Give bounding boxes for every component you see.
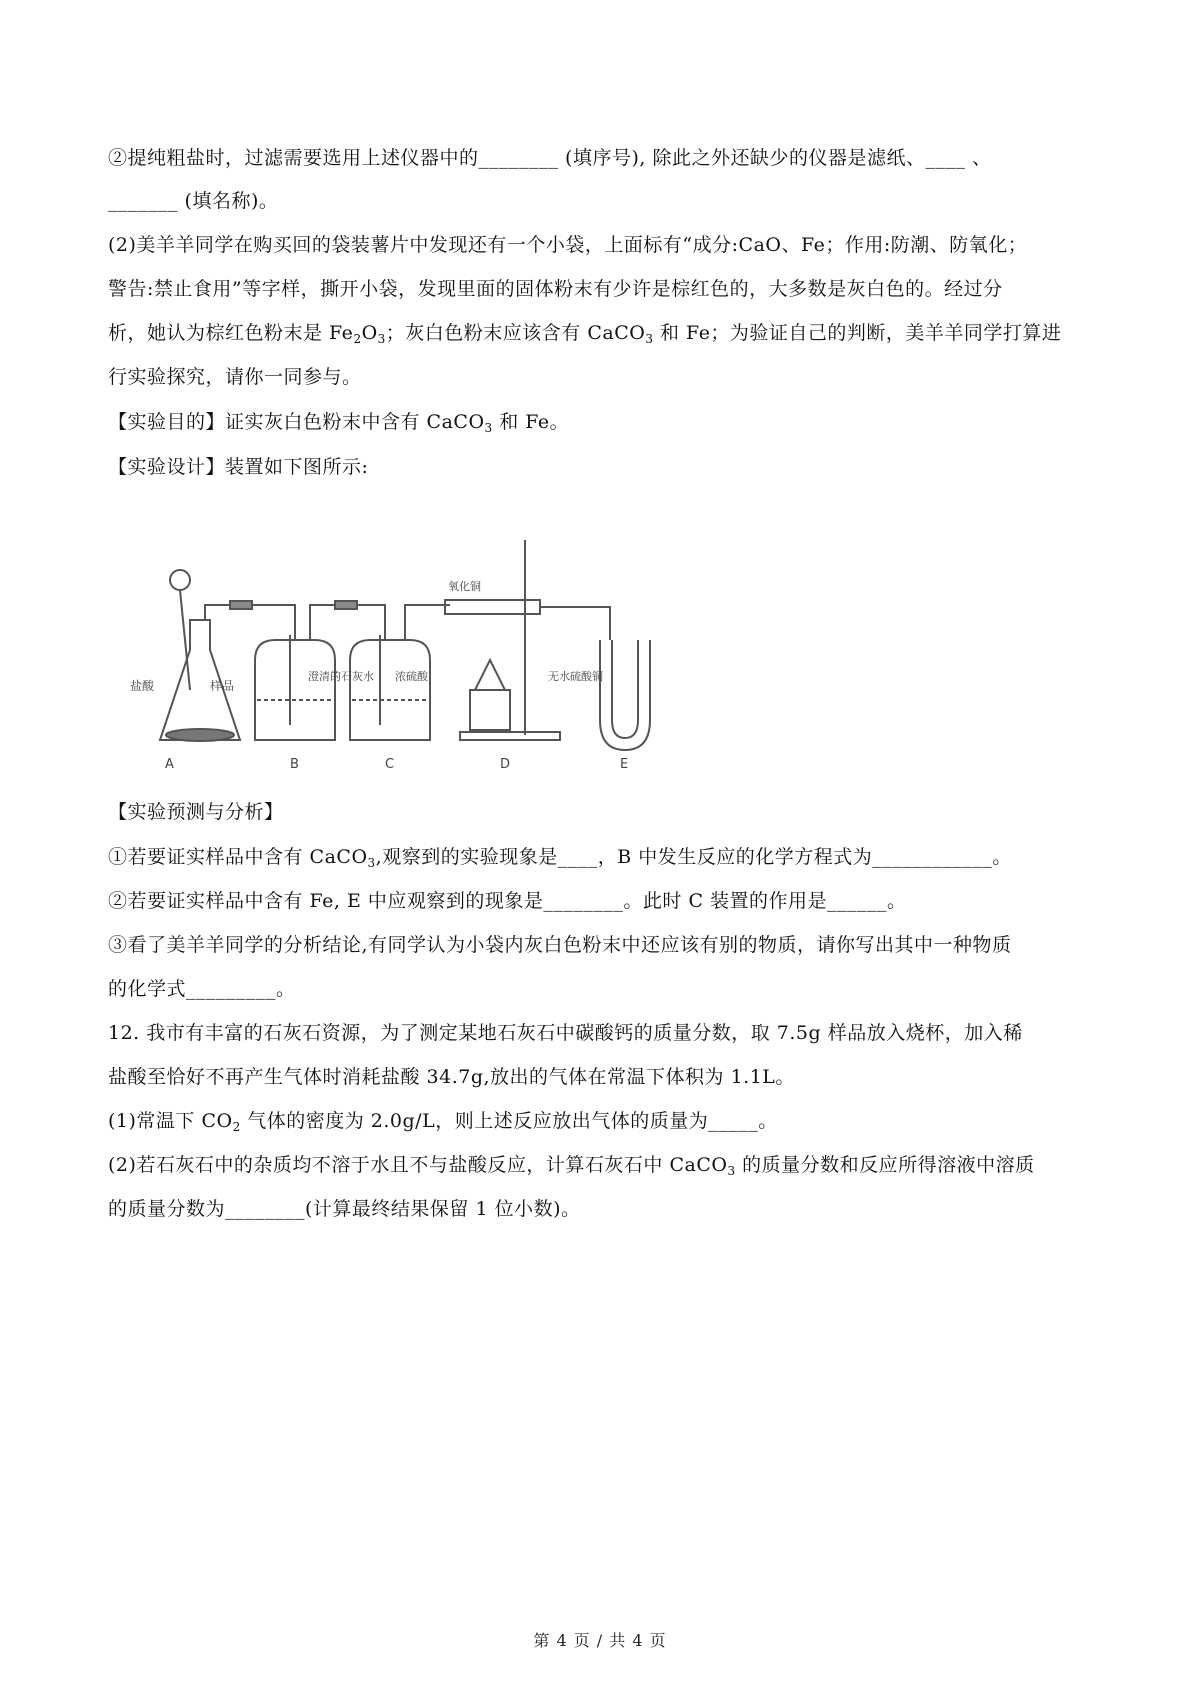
text-segment: O xyxy=(361,322,378,344)
question-12: 12. 我市有丰富的石灰石资源，为了测定某地石灰石中碳酸钙的质量分数，取 7.5g 样品放入烧杯，加入稀 xyxy=(108,1022,1023,1044)
bottle-c xyxy=(350,640,430,740)
tube-ab xyxy=(205,605,295,640)
tube-joint xyxy=(335,601,357,609)
subscript: 3 xyxy=(377,332,386,346)
text-segment: ,观察到的实验现象是____，B 中发生反应的化学方程式为____________。 xyxy=(375,846,1012,868)
bottle-b xyxy=(255,640,335,740)
text-line: ②提纯粗盐时，过滤需要选用上述仪器中的________ (填序号), 除此之外还缺少的仪器是滤纸、____ 、 xyxy=(108,147,992,169)
page-footer: 第 4 页 / 共 4 页 xyxy=(533,1631,667,1650)
text-line: 的质量分数为________(计算最终结果保留 1 位小数)。 xyxy=(108,1198,581,1220)
text-segment: ①若要证实样品中含有 CaCO xyxy=(108,846,368,868)
u-tube-inner xyxy=(612,640,638,738)
text-line xyxy=(108,1107,778,1141)
label-apparatus-c: C xyxy=(385,757,395,772)
section-heading: 【实验预测与分析】 xyxy=(108,801,284,823)
text-segment: 析，她认为棕红色粉末是 Fe xyxy=(108,322,354,344)
text-segment: 和 Fe。 xyxy=(492,411,570,433)
label-apparatus-a: A xyxy=(165,757,174,772)
text-line: 的化学式_________。 xyxy=(108,978,296,1000)
sample-in-flask xyxy=(166,729,234,741)
label-apparatus-e: E xyxy=(620,757,629,772)
lamp-flame xyxy=(475,660,505,690)
subscript: 3 xyxy=(484,421,493,435)
text-line: 行实验探究，请你一同参与。 xyxy=(108,366,362,388)
label-conc-sulfuric: 浓硫酸 xyxy=(395,670,428,683)
text-segment: 的质量分数和反应所得溶液中溶质 xyxy=(735,1154,1035,1176)
funnel-bulb xyxy=(170,570,190,590)
apparatus-svg xyxy=(130,540,730,780)
apparatus-diagram xyxy=(130,540,730,780)
text-segment: 【实验目的】证实灰白色粉末中含有 CaCO xyxy=(108,411,485,433)
text-segment: (2)若石灰石中的杂质均不溶于水且不与盐酸反应，计算石灰石中 CaCO xyxy=(108,1154,728,1176)
text-line xyxy=(108,843,1012,877)
text-line: 警告:禁止食用”等字样，撕开小袋，发现里面的固体粉末有少许是棕红色的，大多数是灰白色的。经过分 xyxy=(108,278,1003,300)
lamp-base xyxy=(470,690,510,730)
label-limewater: 澄清的石灰水 xyxy=(308,670,374,683)
label-apparatus-b: B xyxy=(290,757,299,772)
label-hydrochloric-acid: 盐酸 xyxy=(130,679,155,693)
text-segment: (1)常温下 CO xyxy=(108,1110,233,1132)
subscript: 2 xyxy=(232,1120,241,1134)
tube-bc xyxy=(310,605,385,640)
subscript: 3 xyxy=(367,856,376,870)
text-line xyxy=(108,319,1061,353)
tube-cd xyxy=(405,605,450,640)
text-segment: 和 Fe；为验证自己的判断，美羊羊同学打算进 xyxy=(653,322,1062,344)
text-line: ②若要证实样品中含有 Fe, E 中应观察到的现象是________。此时 C 装置的作用是______。 xyxy=(108,890,907,912)
text-line: 【实验设计】装置如下图所示: xyxy=(108,456,369,478)
text-line: ③看了美羊羊同学的分析结论,有同学认为小袋内灰白色粉末中还应该有别的物质，请你写出其中一种物质 xyxy=(108,934,1012,956)
text-line xyxy=(108,408,569,442)
stand-base xyxy=(460,732,560,740)
tube-joint xyxy=(230,601,252,609)
label-copper-oxide: 氧化铜 xyxy=(448,580,481,593)
u-tube xyxy=(600,640,650,750)
text-line xyxy=(108,1151,1035,1185)
label-sample: 样品 xyxy=(210,679,235,693)
subscript: 2 xyxy=(353,332,362,346)
label-anhydrous-cuso4: 无水硫酸铜 xyxy=(548,670,603,683)
subscript: 3 xyxy=(727,1164,736,1178)
subscript: 3 xyxy=(645,332,654,346)
text-segment: ；灰白色粉末应该含有 CaCO xyxy=(385,322,646,344)
label-apparatus-d: D xyxy=(500,757,511,772)
text-segment: 气体的密度为 2.0g/L，则上述反应放出气体的质量为_____。 xyxy=(240,1110,778,1132)
text-line: 盐酸至恰好不再产生气体时消耗盐酸 34.7g,放出的气体在常温下体积为 1.1L。 xyxy=(108,1066,795,1088)
text-line: (2)美羊羊同学在购买回的袋装薯片中发现还有一个小袋，上面标有“成分:CaO、Fe；作用:防潮、防氧化； xyxy=(108,234,1028,256)
tube-de xyxy=(540,607,610,640)
text-line: _______ (填名称)。 xyxy=(108,190,279,212)
